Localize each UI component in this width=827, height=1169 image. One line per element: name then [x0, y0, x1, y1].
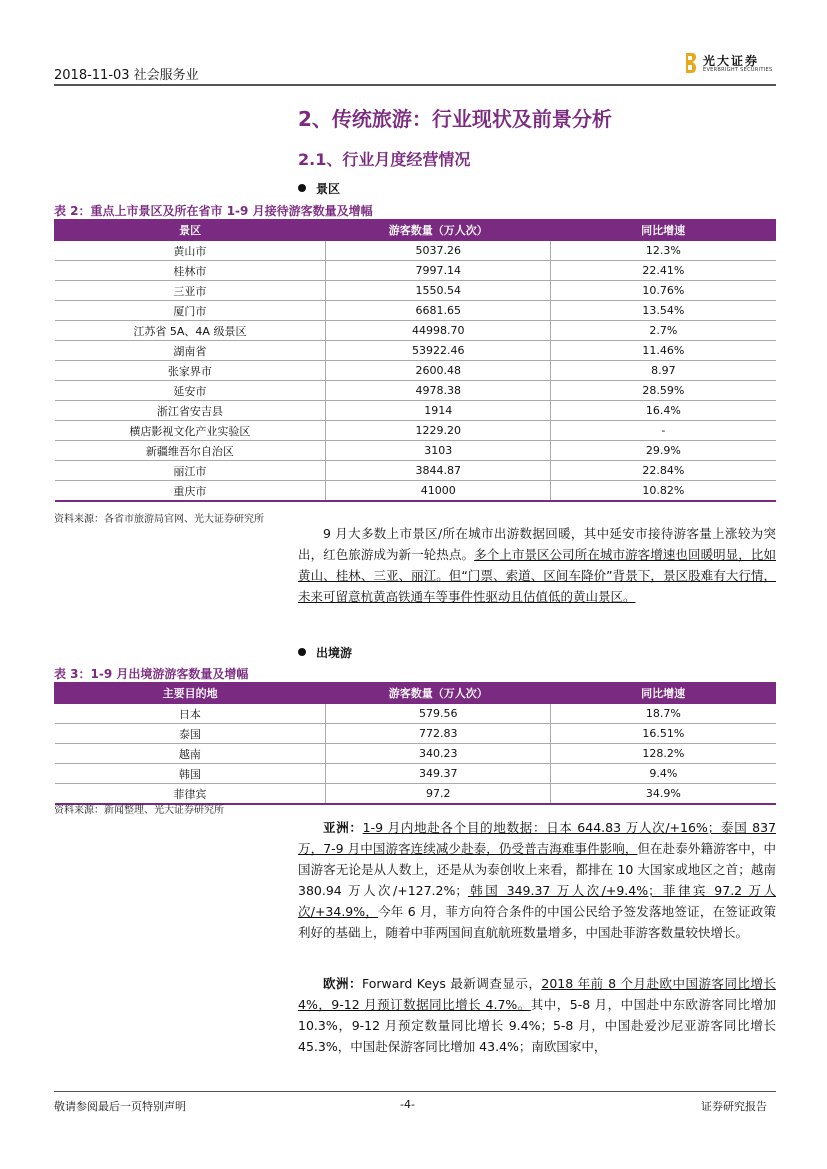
cell-visitors: 1914: [326, 401, 551, 421]
header-divider: [54, 84, 776, 86]
column-header: 同比增速: [551, 683, 776, 704]
asia-commentary: [298, 817, 776, 943]
cell-growth: 16.4%: [551, 401, 776, 421]
cell-visitors: 579.56: [326, 704, 551, 724]
subsection-heading: 2.1、行业月度经营情况: [298, 150, 471, 169]
table-row: [55, 361, 776, 381]
footer-disclaimer: 敬请参阅最后一页特别声明: [54, 1100, 186, 1113]
para1-text: 9 月大多数上市景区/所在城市出游数据回暖，其中延安市接待游客量上涨较为突出，红色旅游成为新一轮热点。: [298, 526, 776, 562]
bullet-dot-icon: [298, 184, 306, 192]
table-row: [55, 421, 776, 441]
table-header-row: [55, 683, 776, 704]
table-row: [55, 704, 776, 724]
europe-text: 其中，5-8 月，中国赴中东欧游客同比增加 10.3%，9-12 月预定数量同比增长 9.4%；5-8 月，中国赴爱沙尼亚游客同比增长 45.3%，中国赴保游客同比增加 43.4%；南欧国家中，: [298, 997, 776, 1054]
bullet-scenic-label: 景区: [316, 182, 341, 196]
cell-visitors: 772.83: [326, 724, 551, 744]
cell-growth: -: [551, 421, 776, 441]
europe-text-underlined: 2018 年前 8 个月赴欧中国游客同比增长 4%，9-12 月预订数据同比增长 4.7%。: [298, 976, 777, 1012]
cell-region: 江苏省 5A、4A 级景区: [55, 321, 326, 341]
cell-region: 厦门市: [55, 301, 326, 321]
bullet-outbound-label: 出境游: [316, 646, 353, 660]
cell-region: 湖南省: [55, 341, 326, 361]
bullet-dot-icon: [298, 648, 306, 656]
cell-destination: 越南: [55, 744, 326, 764]
cell-visitors: 1229.20: [326, 421, 551, 441]
cell-visitors: 44998.70: [326, 321, 551, 341]
logo-chinese-name: 光大证券: [703, 54, 760, 68]
footer-report-type: 证券研究报告: [701, 1100, 767, 1113]
table2-caption: 表 2：重点上市景区及所在省市 1-9 月接待游客数量及增幅: [54, 204, 373, 218]
cell-growth: 11.46%: [551, 341, 776, 361]
table-row: [55, 241, 776, 261]
cell-growth: 16.51%: [551, 724, 776, 744]
cell-destination: 韩国: [55, 764, 326, 784]
cell-destination: 泰国: [55, 724, 326, 744]
cell-visitors: 6681.65: [326, 301, 551, 321]
cell-visitors: 1550.54: [326, 281, 551, 301]
cell-destination: 日本: [55, 704, 326, 724]
cell-growth: 8.97: [551, 361, 776, 381]
section-heading: 2、传统旅游：行业现状及前景分析: [298, 107, 612, 131]
table-outbound: [54, 682, 776, 805]
cell-growth: 34.9%: [551, 784, 776, 805]
cell-visitors: 41000: [326, 481, 551, 502]
europe-text-intro: Forward Keys 最新调查显示，: [362, 976, 542, 991]
table-row: [55, 441, 776, 461]
cell-growth: 12.3%: [551, 241, 776, 261]
cell-visitors: 53922.46: [326, 341, 551, 361]
table-row: [55, 724, 776, 744]
cell-region: 三亚市: [55, 281, 326, 301]
asia-text-underlined: 1-9 月内地赴各个目的地数据：日本 644.83 万人次/+16%；泰国 837 万，7-9 月中国游客连续减少赴泰，仍受普吉海难事件影响，: [298, 820, 776, 856]
scenic-commentary: [298, 523, 776, 607]
asia-text-2: 今年 6 月，菲方向符合条件的中国公民给予签发落地签证，在签证政策利好的基础上，随着中菲两国间直航航班数量增多，中国赴菲游客数量较快增长。: [298, 904, 776, 940]
cell-growth: 22.41%: [551, 261, 776, 281]
cell-growth: 22.84%: [551, 461, 776, 481]
column-header: 游客数量（万人次）: [326, 220, 551, 241]
cell-visitors: 7997.14: [326, 261, 551, 281]
table-row: [55, 321, 776, 341]
table-row: [55, 481, 776, 502]
cell-visitors: 3103: [326, 441, 551, 461]
cell-region: 浙江省安吉县: [55, 401, 326, 421]
europe-label: 欧洲：: [323, 976, 362, 991]
cell-region: 张家界市: [55, 361, 326, 381]
cell-region: 横店影视文化产业实验区: [55, 421, 326, 441]
cell-visitors: 97.2: [326, 784, 551, 805]
cell-region: 丽江市: [55, 461, 326, 481]
table-row: [55, 301, 776, 321]
table-header-row: [55, 220, 776, 241]
cell-growth: 10.82%: [551, 481, 776, 502]
cell-visitors: 2600.48: [326, 361, 551, 381]
cell-growth: 28.59%: [551, 381, 776, 401]
cell-region: 重庆市: [55, 481, 326, 502]
table2-source: 资料来源：各省市旅游局官网、光大证券研究所: [54, 514, 264, 525]
cell-visitors: 349.37: [326, 764, 551, 784]
table-row: [55, 401, 776, 421]
cell-region: 黄山市: [55, 241, 326, 261]
cell-growth: 9.4%: [551, 764, 776, 784]
cell-visitors: 3844.87: [326, 461, 551, 481]
asia-label: 亚洲：: [323, 820, 363, 835]
company-logo: [685, 52, 777, 78]
europe-commentary: [298, 973, 776, 1057]
asia-text: 但在赴泰外籍游客中，中国游客无论是从人数上，还是从为泰创收上来看，都排在 10 大国家或地区之首；越南 380.94 万人次/+127.2%；: [298, 841, 776, 898]
cell-visitors: 4978.38: [326, 381, 551, 401]
table-row: [55, 261, 776, 281]
cell-growth: 10.76%: [551, 281, 776, 301]
cell-growth: 2.7%: [551, 321, 776, 341]
cell-destination: 菲律宾: [55, 784, 326, 805]
cell-visitors: 5037.26: [326, 241, 551, 261]
para1-underlined-text: 多个上市景区公司所在城市游客增速也回暖明显，比如黄山、桂林、三亚、丽江。但“门票、索道、区间车降价”背景下，景区股难有大行情，未来可留意杭黄高铁通车等事件性驱动且估值低的黄山景区。: [298, 547, 776, 604]
table3-caption: 表 3：1-9 月出境游游客数量及增幅: [54, 667, 249, 681]
page-number: -4-: [400, 1098, 415, 1111]
table-row: [55, 341, 776, 361]
table-row: [55, 381, 776, 401]
header-date-sector: 2018-11-03 社会服务业: [54, 68, 199, 83]
bullet-outbound: [298, 644, 352, 661]
cell-region: 桂林市: [55, 261, 326, 281]
column-header: 景区: [55, 220, 326, 241]
cell-visitors: 340.23: [326, 744, 551, 764]
bullet-scenic: [298, 180, 340, 197]
column-header: 同比增速: [551, 220, 776, 241]
table-row: [55, 281, 776, 301]
cell-growth: 18.7%: [551, 704, 776, 724]
cell-region: 新疆维吾尔自治区: [55, 441, 326, 461]
table-row: [55, 461, 776, 481]
table-row: [55, 744, 776, 764]
column-header: 游客数量（万人次）: [326, 683, 551, 704]
table-row: [55, 764, 776, 784]
cell-growth: 128.2%: [551, 744, 776, 764]
cell-region: 延安市: [55, 381, 326, 401]
cell-growth: 29.9%: [551, 441, 776, 461]
cell-growth: 13.54%: [551, 301, 776, 321]
table-scenic: [54, 219, 776, 502]
logo-mark-icon: [685, 52, 697, 74]
logo-english-name: EVERBRIGHT SECURITIES: [703, 67, 773, 73]
asia-text-underlined-2: 韩国 349.37 万人次/+9.4%；菲律宾 97.2 万人次/+34.9%，: [298, 883, 777, 919]
table3-source: 资料来源：新闻整理、光大证券研究所: [54, 805, 224, 816]
column-header: 主要目的地: [55, 683, 326, 704]
footer-divider: [54, 1091, 776, 1092]
